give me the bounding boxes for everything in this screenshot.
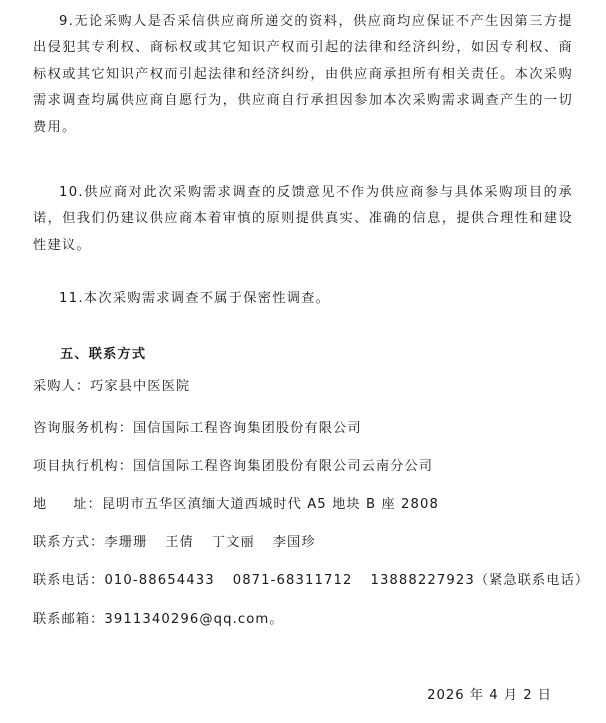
contact-phone-line [33, 569, 589, 588]
address-value: 昆明市五华区滇缅大道西城时代 A5 地块 B 座 2808 [101, 497, 439, 512]
paragraph-10 [33, 180, 573, 259]
contact-persons-line [33, 531, 316, 550]
consulting-agency-line: 咨询服务机构：国信国际工程咨询集团股份有限公司 [33, 421, 362, 436]
contact-phone: 010-88654433 [104, 573, 215, 588]
contact-persons-label: 联系方式： [33, 535, 105, 550]
executing-agency-line: 项目执行机构：国信国际工程咨询集团股份有限公司云南分公司 [33, 459, 434, 474]
address-line [33, 493, 439, 512]
section-heading-contact: 五、联系方式 [60, 347, 147, 362]
address-label-second: 址： [73, 497, 102, 512]
contact-email-line: 联系邮箱：3911340296@qq.com。 [33, 612, 284, 627]
contact-phone-label: 联系电话： [33, 573, 105, 588]
paragraph-10-text: 10.供应商对此次采购需求调查的反馈意见不作为供应商参与具体采购项目的承诺，但我们仍建议供应商本着审慎的原则提供真实、准确的信息，提供合理性和建设性建议。 [33, 185, 573, 253]
purchaser-line: 采购人：巧家县中医医院 [33, 379, 191, 394]
contact-person: 李国珍 [272, 535, 316, 550]
contact-person: 王倩 [165, 535, 194, 550]
paragraph-9-text: 9.无论采购人是否采信供应商所递交的资料，供应商均应保证不产生因第三方提出侵犯其专利权、商标权或其它知识产权而引起的法律和经济纠纷，如因专利权、商标权或其它知识产权而引起法律和经济纠纷，由供应商承担所有相关责任。本次采购需求调查均属供应商自愿行为，供应商自行承担因参加本次采购需求调查产生的一切费用。 [33, 14, 573, 135]
contact-person: 丁文丽 [211, 535, 255, 550]
contact-phone: 13888227923（紧急联系电话） [370, 573, 590, 588]
paragraph-9 [33, 9, 573, 141]
contact-person: 李珊珊 [104, 535, 148, 550]
document-date: 2026 年 4 月 2 日 [427, 688, 552, 703]
paragraph-11-text: 11.本次采购需求调查不属于保密性调查。 [59, 291, 331, 306]
paragraph-11 [33, 286, 573, 312]
address-label-first: 地 [33, 497, 48, 512]
contact-phone: 0871-68311712 [232, 573, 353, 588]
